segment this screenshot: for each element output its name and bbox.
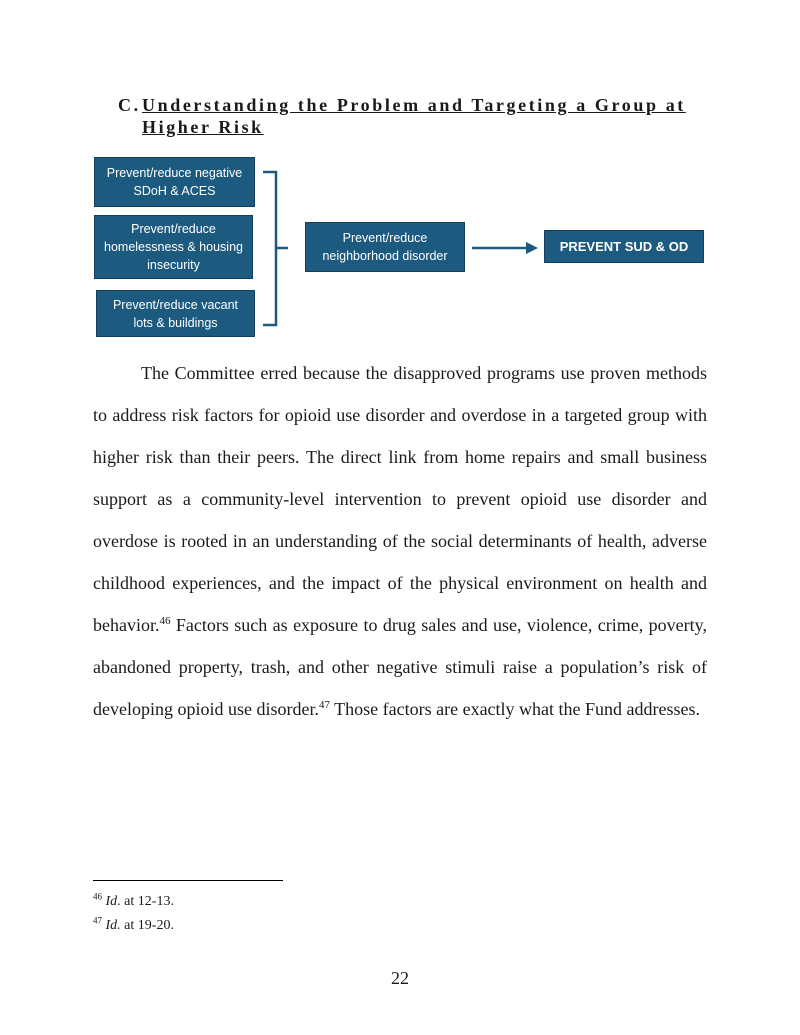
grouping-bracket	[263, 172, 276, 325]
body-text-part-2: Factors such as exposure to drug sales and use, violence, crime, poverty, abandoned property, trash, and other negative stimuli raise a population’s risk of developing opioid use disorder.	[93, 615, 707, 719]
body-text-part-3: Those factors are exactly what the Fund addresses.	[329, 699, 701, 719]
section-heading-line-1: Understanding the Problem and Targeting a Group at	[142, 95, 686, 115]
section-heading-line-2: Higher Risk	[142, 117, 264, 137]
footnote-ref-47[interactable]: 47	[318, 699, 330, 711]
body-paragraph	[93, 352, 707, 730]
footnotes	[93, 890, 174, 938]
page-number: 22	[391, 968, 409, 988]
footnote-47: $^{47}$ Id. at 19-20.	[93, 915, 174, 933]
flow-arrow-head	[526, 242, 538, 254]
box-vacant-lots: Prevent/reduce vacant lots & buildings	[96, 290, 255, 337]
box-neighborhood-disorder: Prevent/reduce neighborhood disorder	[305, 222, 465, 272]
footnote-divider	[93, 880, 283, 881]
body-text-part-1: The Committee erred because the disapproved programs use proven methods to address risk factors for opioid use disorder and overdose in a targeted group with higher risk than their peers. The direct link from home repairs and small business support as a community-level intervention to prevent opioid use disorder and overdose is rooted in an understanding of the social determinants of health, adverse childhood experiences, and the impact of the physical environment on health and behavior.	[93, 363, 707, 635]
section-letter: C.	[118, 95, 141, 115]
box-homelessness: Prevent/reduce homelessness & housing insecurity	[94, 215, 253, 279]
footnote-46: $^{46}$ Id. at 12-13.	[93, 891, 174, 909]
box-prevent-sud-od: PREVENT SUD & OD	[544, 230, 704, 263]
box-sdoh-aces: Prevent/reduce negative SDoH & ACES	[94, 157, 255, 207]
footnote-ref-46[interactable]: 46	[159, 615, 171, 627]
